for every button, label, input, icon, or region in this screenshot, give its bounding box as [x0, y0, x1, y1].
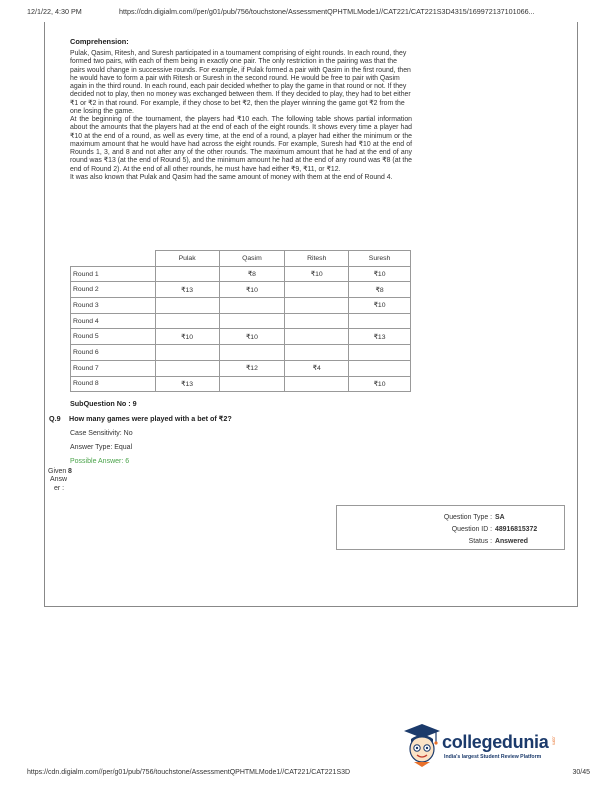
question-type-value: SA [495, 514, 505, 521]
table-cell [349, 360, 411, 376]
table-cell [155, 266, 219, 282]
table-cell: ₹8 [219, 266, 285, 282]
brand-tagline: India's largest Student Review Platform [444, 754, 542, 760]
given-answer [48, 468, 72, 493]
case-sensitivity: Case Sensitivity: No [70, 430, 133, 437]
table-header-suresh: Suresh [349, 251, 411, 267]
table-cell: ₹10 [349, 298, 411, 314]
comprehension-passage [70, 50, 412, 182]
possible-answer: Possible Answer: 6 [70, 458, 130, 465]
print-url: https://cdn.digialm.com//per/g01/pub/756/touchstone/AssessmentQPHTMLMode1//CAT221/CAT221S3D4315/169972137101066... [119, 7, 535, 16]
table-header-blank [71, 251, 156, 267]
status-value: Answered [495, 538, 528, 545]
comprehension-section [70, 37, 412, 182]
passage-paragraph-3: It was also known that Pulak and Qasim had the same amount of money with them at the end of Round 4. [70, 173, 393, 181]
question-id-label: Question ID : [451, 526, 492, 533]
row-label: Round 5 [71, 329, 156, 345]
table-row [71, 266, 411, 282]
table-row [71, 298, 411, 314]
question-status-box [336, 505, 565, 550]
question-id-value: 48916815372 [495, 526, 538, 533]
row-label: Round 3 [71, 298, 156, 314]
question-id-line [451, 526, 538, 533]
status-line [468, 538, 528, 545]
table-cell [349, 345, 411, 361]
collegedunia-logo [402, 720, 572, 775]
mascot-icon [402, 720, 442, 770]
table-cell: ₹10 [285, 266, 349, 282]
table-cell [155, 345, 219, 361]
table-cell [219, 313, 285, 329]
brand-name: collegedunia .com [442, 732, 557, 752]
table-cell [285, 329, 349, 345]
comprehension-title: Comprehension: [70, 37, 129, 46]
table-cell: ₹13 [155, 282, 219, 298]
table-cell [285, 282, 349, 298]
table-cell [285, 345, 349, 361]
table-cell: ₹10 [349, 376, 411, 392]
given-answer-label-3: er : [54, 484, 65, 492]
rounds-table [70, 250, 411, 392]
table-cell [285, 298, 349, 314]
row-label: Round 8 [71, 376, 156, 392]
passage-paragraph-1: Pulak, Qasim, Ritesh, and Suresh participated in a tournament comprising of eight rounds. In each round, they formed two pairs, with each of them being in exactly one pair. The only restriction in the pairing was that the pairs would change in successive rounds. For example, if Pulak formed a pair with Qasim in the first round, then he would have to form a pair with Ritesh or Suresh in the second round. He would be free to pair with Qasim again in the third round. In each round, each pair decided whether to play the game in that round or not. If they decided not to play, then no money was exchanged between them. If they decided to play, they had to bet either ₹1 or ₹2 in that round. For example, if they chose to bet ₹2, then the player winning the game got ₹2 from the one losing the game. [70, 50, 411, 115]
table-cell [349, 313, 411, 329]
table-header-ritesh: Ritesh [285, 251, 349, 267]
table-cell: ₹10 [349, 266, 411, 282]
table-cell [219, 376, 285, 392]
row-label: Round 4 [71, 313, 156, 329]
question-type-line [443, 514, 505, 521]
brand-suffix: .com [551, 736, 557, 745]
table-cell [219, 298, 285, 314]
table-row [71, 345, 411, 361]
page-number: 30/45 [572, 769, 590, 776]
subquestion-label: SubQuestion No : 9 [70, 399, 137, 408]
row-label: Round 1 [71, 266, 156, 282]
row-label: Round 6 [71, 345, 156, 361]
given-answer-label-2: Answ [50, 476, 68, 484]
status-label: Status : [468, 538, 492, 545]
table-row [71, 282, 411, 298]
table-cell [285, 313, 349, 329]
table-header-row [71, 251, 411, 267]
given-answer-value: 8 [68, 468, 72, 475]
passage-paragraph-2: At the beginning of the tournament, the players had ₹10 each. The following table shows partial information about the amounts that the players had at the end of each of the eight rounds. It shows every time a player had ₹10 at the end of a round, as well as every time, at the end of a round, a player had either the minimum or the maximum amount that he would have had across the eight rounds. For example, Suresh had ₹10 at the end of Rounds 1, 3, and 8 and not after any of the other rounds. The maximum amount that he had at the end of any round was ₹13 (at the end of Round 5), and the minimum amount he had at the end of any round was ₹8 (at the end of Round 2). At the end of all other rounds, he must have had either ₹9, ₹11, or ₹12. [70, 116, 412, 173]
table-cell: ₹10 [155, 329, 219, 345]
table-row [71, 313, 411, 329]
table-cell [285, 376, 349, 392]
question-type-label: Question Type : [443, 514, 492, 521]
table-cell: ₹4 [285, 360, 349, 376]
given-answer-label-1: Given [48, 468, 67, 475]
row-label: Round 2 [71, 282, 156, 298]
row-label: Round 7 [71, 360, 156, 376]
question-text: How many games were played with a bet of ₹2? [69, 414, 232, 423]
table-row [71, 329, 411, 345]
table-cell [219, 345, 285, 361]
table-cell [155, 313, 219, 329]
table-cell: ₹12 [219, 360, 285, 376]
table-cell: ₹13 [155, 376, 219, 392]
table-cell: ₹10 [219, 282, 285, 298]
footer-url: https://cdn.digialm.com//per/g01/pub/756/touchstone/AssessmentQPHTMLMode1//CAT221/CAT221S3D [27, 769, 351, 776]
table-header-qasim: Qasim [219, 251, 285, 267]
answer-type: Answer Type: Equal [70, 444, 133, 451]
table-row [71, 376, 411, 392]
table-header-pulak: Pulak [155, 251, 219, 267]
table-cell: ₹10 [219, 329, 285, 345]
table-cell [155, 360, 219, 376]
table-cell: ₹8 [349, 282, 411, 298]
table-cell [155, 298, 219, 314]
print-datetime: 12/1/22, 4:30 PM [27, 7, 82, 16]
table-row [71, 360, 411, 376]
table-cell: ₹13 [349, 329, 411, 345]
question-row [49, 414, 232, 423]
question-number: Q.9 [49, 414, 61, 423]
